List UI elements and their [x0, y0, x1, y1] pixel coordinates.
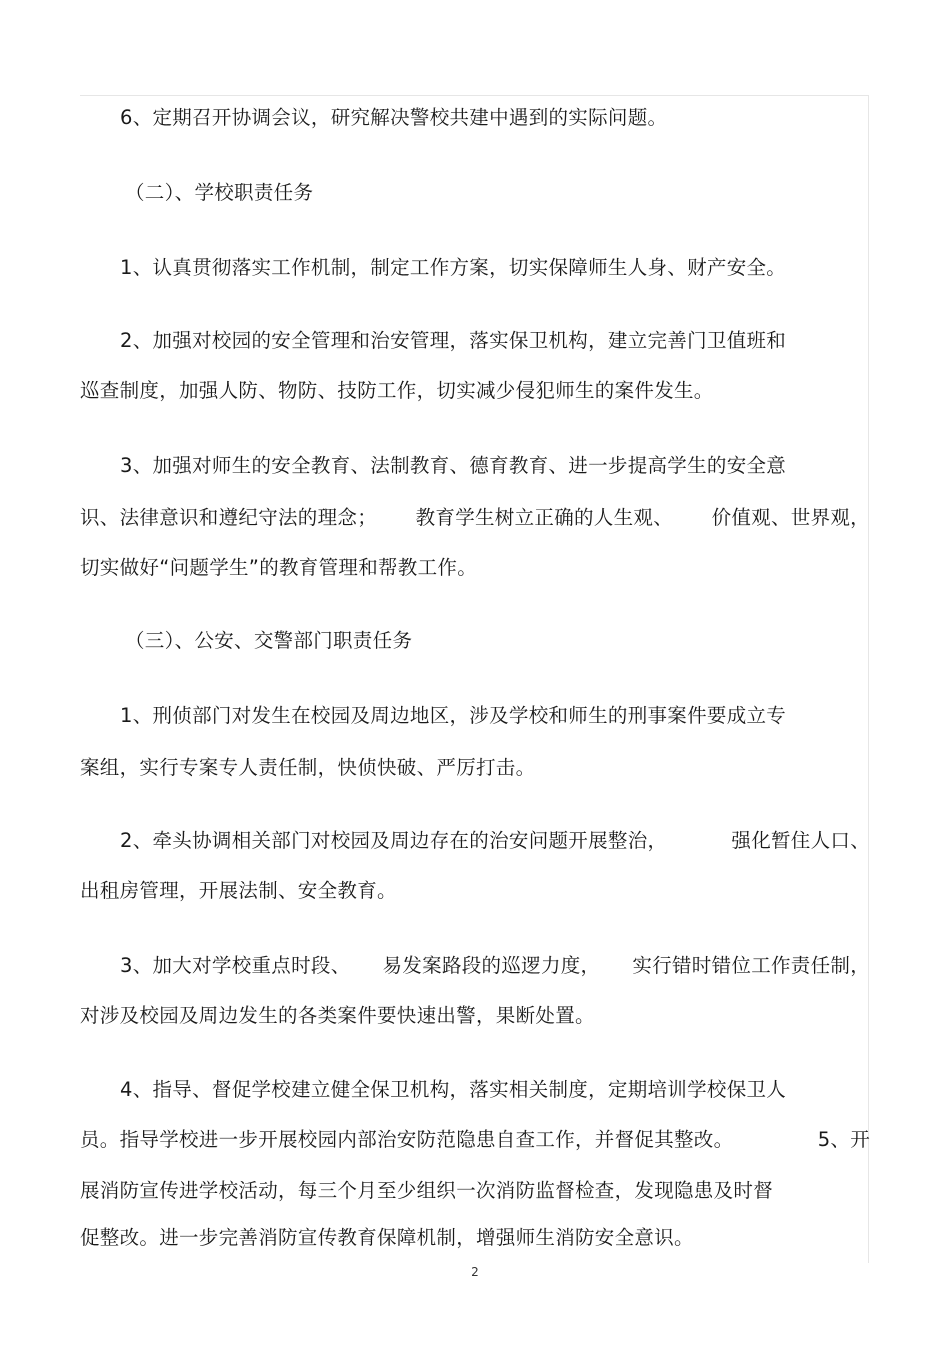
- text-segment: 实行错时错位工作责任制，: [632, 954, 870, 977]
- police-item-1-line-2: 案组，实行专案专人责任制，快侦快破、严厉打击。: [80, 756, 536, 779]
- police-item-4-line-2: [80, 1127, 870, 1153]
- page-number: 2: [471, 1265, 479, 1279]
- police-item-1-line-1: 1、刑侦部门对发生在校园及周边地区，涉及学校和师生的刑事案件要成立专: [120, 704, 787, 727]
- police-item-3-line-2: 对涉及校园及周边发生的各类案件要快速出警，果断处置。: [80, 1004, 595, 1027]
- school-item-2-line-2: 巡查制度，加强人防、物防、技防工作，切实减少侵犯师生的案件发生。: [80, 379, 714, 402]
- text-segment: 3、加大对学校重点时段、: [120, 954, 351, 977]
- text-segment: 2、牵头协调相关部门对校园及周边存在的治安问题开展整治，: [120, 829, 668, 852]
- text-segment: 5、开: [817, 1128, 870, 1151]
- police-item-5-line-3: 促整改。进一步完善消防宣传教育保障机制，增强师生消防安全意识。: [80, 1226, 694, 1249]
- item-6-line: 6、定期召开协调会议，研究解决警校共建中遇到的实际问题。: [120, 106, 668, 129]
- section-heading-police: （三）、公安、交警部门职责任务: [125, 629, 413, 652]
- police-item-2-line-2: 出租房管理，开展法制、安全教育。: [80, 879, 397, 902]
- text-segment: 员。指导学校进一步开展校园内部治安防范隐患自查工作，并督促其整改。: [80, 1128, 734, 1151]
- text-segment: 教育学生树立正确的人生观、: [415, 506, 673, 529]
- text-segment: 识、法律意识和遵纪守法的理念；: [80, 506, 378, 529]
- police-item-4-line-1: 4、指导、督促学校建立健全保卫机构，落实相关制度，定期培训学校保卫人: [120, 1078, 787, 1101]
- school-item-3-line-1: 3、加强对师生的安全教育、法制教育、德育教育、进一步提高学生的安全意: [120, 454, 787, 477]
- section-heading-school: （二）、学校职责任务: [125, 181, 314, 204]
- police-item-3-line-1: [120, 953, 870, 979]
- police-item-5-line-2: 展消防宣传进学校活动，每三个月至少组织一次消防监督检查，发现隐患及时督: [80, 1179, 774, 1202]
- school-item-1-line: 1、认真贯彻落实工作机制，制定工作方案，切实保障师生人身、财产安全。: [120, 256, 787, 279]
- text-segment: 价值观、世界观，: [711, 506, 870, 529]
- text-segment: 易发案路段的巡逻力度，: [382, 954, 601, 977]
- text-segment: 强化暂住人口、: [731, 829, 870, 852]
- page-border-top: [80, 95, 869, 96]
- police-item-2-line-1: [120, 828, 870, 854]
- school-item-3-line-2: [80, 505, 870, 531]
- school-item-3-line-3: 切实做好“问题学生”的教育管理和帮教工作。: [80, 556, 478, 579]
- school-item-2-line-1: 2、加强对校园的安全管理和治安管理，落实保卫机构，建立完善门卫值班和: [120, 329, 787, 352]
